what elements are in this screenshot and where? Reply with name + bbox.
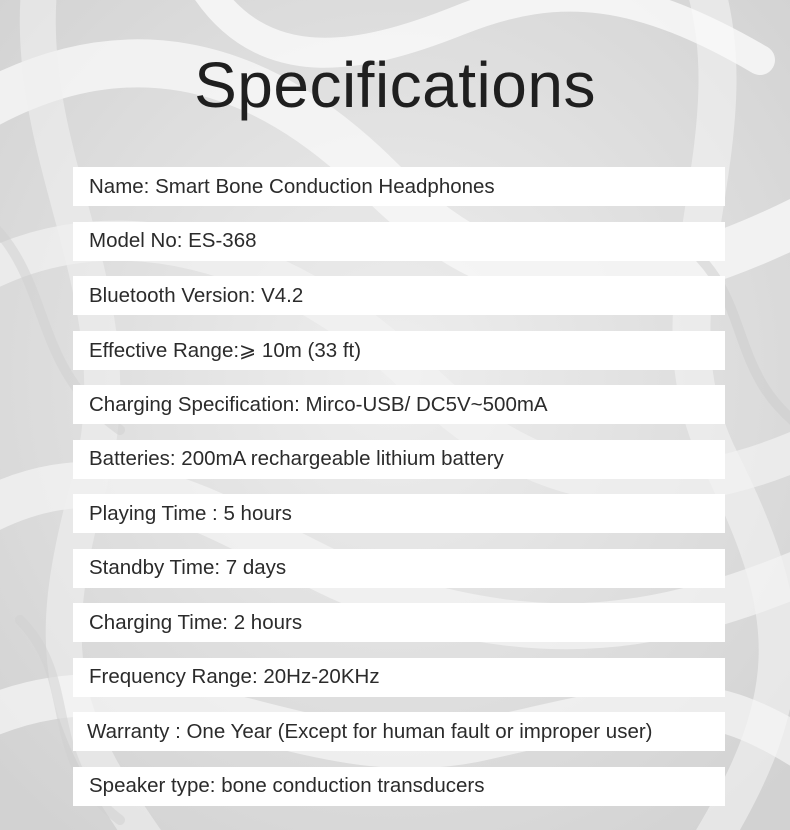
- spec-row-warranty: Warranty : One Year (Except for human fault or improper user): [73, 712, 725, 751]
- spec-row-bluetooth: Bluetooth Version: V4.2: [73, 276, 725, 315]
- spec-row-charging-spec: Charging Specification: Mirco-USB/ DC5V~500mA: [73, 385, 725, 424]
- page-title: Specifications: [194, 49, 596, 121]
- spec-row-range: Effective Range:⩾ 10m (33 ft): [73, 331, 725, 370]
- spec-row-playing-time: Playing Time : 5 hours: [73, 494, 725, 533]
- spec-row-charging-time: Charging Time: 2 hours: [73, 603, 725, 642]
- spec-row-batteries: Batteries: 200mA rechargeable lithium battery: [73, 440, 725, 479]
- spec-list: [73, 167, 725, 821]
- spec-row-name: Name: Smart Bone Conduction Headphones: [73, 167, 725, 206]
- spec-row-standby-time: Standby Time: 7 days: [73, 549, 725, 588]
- spec-row-speaker-type: Speaker type: bone conduction transducers: [73, 767, 725, 806]
- spec-row-model: Model No: ES-368: [73, 222, 725, 261]
- spec-row-frequency: Frequency Range: 20Hz-20KHz: [73, 658, 725, 697]
